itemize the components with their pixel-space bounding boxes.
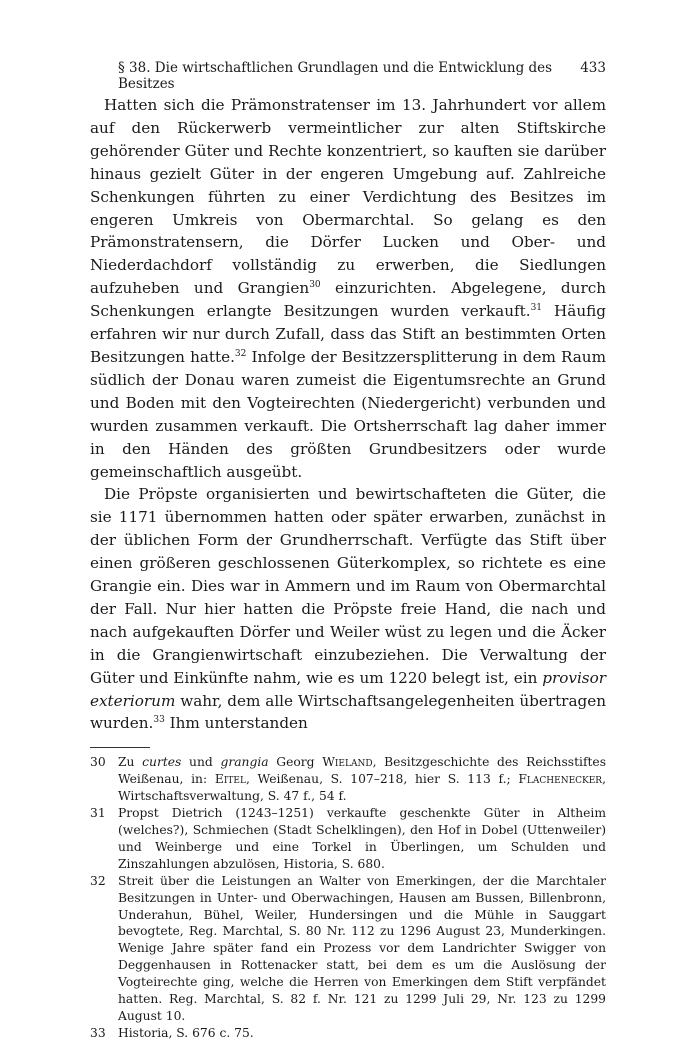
fn30-part-d: , Besitzgeschichte des Reichsstiftes Weißenau, in: xyxy=(118,755,607,787)
footnote-number: 32 xyxy=(90,873,106,888)
footnote-divider xyxy=(90,747,150,748)
footnote-ref-30: 30 xyxy=(309,280,321,291)
page-number: 433 xyxy=(580,60,606,76)
fn30-part-c: Georg xyxy=(268,755,323,770)
fn30-part-b: und xyxy=(181,755,221,770)
footnote-text xyxy=(118,754,606,805)
document-page xyxy=(90,60,606,1042)
footnote-text: Historia, S. 676 c. 75. xyxy=(118,1025,254,1040)
paragraph-2-text-a: Die Pröpste organisierten und bewirtschafteten die Güter, die sie 1171 übernommen hatten oder später erwarben, zunächst in der üblichen Form der Grundherrschaft. Verfügte das Stift über einen größeren geschlossenen Güterkomplex, so richtete es eine Grangie ein. Dies war in Ammern und im Raum von Obermarchtal der Fall. Nur hier hatten die Pröpste freie Hand, die nach und nach aufgekauften Dörfer und Weiler wüst zu legen und die Äcker in die Grangienwirtschaft einzubeziehen. Die Verwaltung der Güter und Einkünfte nahm, wie es um 1220 belegt ist, ein xyxy=(90,485,606,687)
running-header xyxy=(90,60,606,92)
footnote-number: 33 xyxy=(90,1025,106,1040)
footnote-ref-33: 33 xyxy=(153,715,165,726)
fn30-author-flachenecker: Flachenecker xyxy=(518,772,603,787)
footnote-33 xyxy=(90,1025,606,1042)
paragraph-1 xyxy=(90,94,606,483)
fn30-part-e: , Weißenau, S. 107–218, hier S. 113 f.; xyxy=(245,772,519,787)
running-title: § 38. Die wirtschaftlichen Grundlagen und die Entwicklung des Besitzes xyxy=(118,60,553,92)
paragraph-1-text-a: Hatten sich die Prämonstratenser im 13. Jahrhundert vor allem auf den Rückerwerb vermeintlicher zur alten Stiftskirche gehörender Güter und Rechte konzentriert, so kauften sie darüber hinaus gezielt Güter in der engeren Umgebung auf. Zahlreiche Schenkungen führten zu einer Verdichtung des Besitzes im engeren Umkreis von Obermarchtal. So gelang es den Prämonstratensern, die Dörfer Lucken und Ober- und Niederdachdorf vollständig zu erwerben, die Siedlungen aufzuheben und Grangien xyxy=(90,96,606,298)
paragraph-1-text-b: einzurichten. Abgelegene, durch Schenkungen erlangte Besitzungen wurden verkauft. xyxy=(90,279,606,321)
footnote-ref-31: 31 xyxy=(530,303,543,314)
fn30-part-f: , Wirtschaftsverwaltung, S. 47 f., 54 f. xyxy=(118,772,607,804)
paragraph-2-text-c: Ihm unterstanden xyxy=(164,714,308,733)
fn30-author-wieland: Wieland xyxy=(322,755,373,770)
body-text xyxy=(90,94,606,735)
fn30-italic-curtes: curtes xyxy=(142,755,182,770)
footnotes xyxy=(90,754,606,1041)
footnote-number: 30 xyxy=(90,755,106,770)
footnote-number: 31 xyxy=(90,806,106,821)
footnote-31 xyxy=(90,805,606,873)
footnote-text: Streit über die Leistungen an Walter von Emerkingen, der die Marchtaler Besitzungen in Unter- und Oberwachingen, Hausen am Bussen, Billenbronn, Underahun, Bühel, Weiler, Hundersingen und die Mühle in Sauggart bevogtete, Reg. Marchtal, S. 80 Nr. 112 zu 1296 August 23, Munderkingen. Wenige Jahre später fand ein Prozess vor dem Landrichter Swigger von Deggenhausen in Rottenacker statt, bei dem es um die Auslösung der Vogteirechte ging, welche die Herren von Emerkingen dem Stift verpfändet hatten. Reg. Marchtal, S. 82 f. Nr. 121 zu 1299 Juli 29, Nr. 123 zu 1299 August 10. xyxy=(118,873,606,1023)
footnote-text: Propst Dietrich (1243–1251) verkaufte geschenkte Güter in Altheim (welches?), Schmiechen (Stadt Schelklingen), den Hof in Dobel (Uttenweiler) und Weinberge und eine Torkel in Überlingen, um Schulden und Zinszahlungen abzulösen, Historia, S. 680. xyxy=(118,806,606,871)
footnote-30 xyxy=(90,754,606,805)
fn30-author-eitel: Eitel xyxy=(214,772,246,787)
paragraph-2-italic: provisor exteriorum xyxy=(90,668,606,710)
paragraph-1-text-c: Häufig erfahren wir nur durch Zufall, dass das Stift an bestimmten Orten Besitzungen hatte. xyxy=(90,302,606,366)
footnote-ref-32: 32 xyxy=(234,348,247,359)
paragraph-1-text-d: Infolge der Besitzzersplitterung in dem Raum südlich der Donau waren zumeist die Eigentumsrechte an Grund und Boden mit den Vogteirechten (Niedergericht) verbunden und wurden zusammen verkauft. Die Ortsherrschaft lag daher immer in den Händen des größten Grundbesitzers oder wurde gemeinschaftlich ausgeübt. xyxy=(90,347,606,481)
paragraph-2 xyxy=(90,483,606,735)
paragraph-2-text-b: wahr, dem alle Wirtschaftsangelegenheiten übertragen wurden. xyxy=(90,691,606,733)
fn30-italic-grangia: grangia xyxy=(220,755,269,770)
footnote-32 xyxy=(90,873,606,1025)
fn30-part-a: Zu xyxy=(118,755,143,770)
